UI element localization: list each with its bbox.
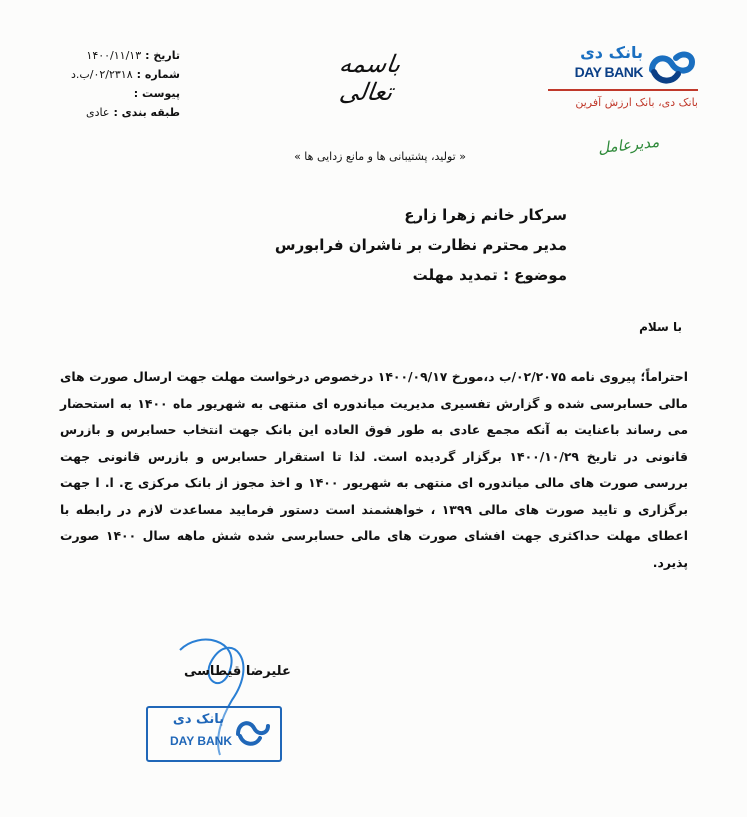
meta-classification-value: عادی bbox=[86, 106, 110, 119]
addressee-block bbox=[275, 200, 567, 290]
meta-classification bbox=[40, 103, 180, 122]
logo-divider bbox=[548, 89, 698, 91]
logo-text bbox=[548, 44, 643, 80]
recipient-position: مدیر محترم نظارت بر ناشران فرابورس bbox=[274, 236, 567, 254]
signatory-name: علیرضا قیطاسی bbox=[184, 664, 291, 679]
meta-number bbox=[40, 65, 180, 84]
meta-date-label: تاریخ : bbox=[145, 49, 180, 62]
stamp-name-fa: بانک دی bbox=[172, 712, 224, 727]
meta-attachment bbox=[40, 84, 180, 103]
invocation-calligraphy: باسمه تعالی bbox=[337, 50, 403, 106]
recipient-name: سرکار خانم زهرا زارع bbox=[404, 206, 567, 224]
logo-name-en: DAY BANK bbox=[574, 64, 643, 80]
letter-body: احتراماً؛ پیروی نامه ۰۲/۲۰۷۵/ب د،مورخ ۱۴۰۰/۰۹/۱۷ درخصوص درخواست مهلت جهت ارسال صورت های مالی حسابرسی شده و گزارش تفسیری مدیریت میاندوره ای منتهی به شهریور ماه ۱۴۰۰ به استحضار می رساند باعنایت به آنکه مجمع عادی به طور فوق العاده این بانک جهت انتخاب حسابرس و بازرس قانونی در تاریخ ۱۴۰۰/۱۰/۲۹ برگزار گردیده است. لذا تا استقرار حسابرس و بازرس قانونی جهت بررسی صورت های مالی میاندوره ای منتهی به شهریور ۱۴۰۰ و اخذ مجوز از بانک مرکزی ج. ا. ا جهت برگزاری و تایید صورت های مالی ۱۳۹۹ ، خواهشمند است دستور فرمایید مساعدت لازم در رابطه با اعطای مهلت حداکثری جهت افشای صورت های مالی حسابرسی شده شش ماهه سال ۱۴۰۰ صورت پذیرد. bbox=[60, 369, 688, 570]
stamp-mark-icon bbox=[234, 714, 272, 750]
ceo-handwritten-mark: مدیرعامل bbox=[597, 132, 661, 158]
bank-stamp bbox=[146, 706, 282, 762]
logo-name-fa: بانک دی bbox=[580, 43, 643, 62]
letter-meta bbox=[40, 46, 180, 122]
meta-number-label: شماره : bbox=[136, 68, 180, 81]
meta-number-value: ۰۲/۲۳۱۸/ب.د bbox=[70, 68, 133, 81]
year-slogan: « تولید، پشتیبانی ها و مانع زدایی ها » bbox=[294, 150, 466, 163]
day-bank-mark-icon bbox=[646, 48, 698, 88]
greeting: با سلام bbox=[639, 320, 682, 334]
letter-subject: موضوع : تمدید مهلت bbox=[412, 266, 567, 284]
stamp-name-en: DAY BANK bbox=[169, 734, 232, 748]
bank-logo bbox=[548, 44, 698, 102]
meta-classification-label: طبقه بندی : bbox=[113, 106, 180, 119]
meta-date-value: ۱۴۰۰/۱۱/۱۳ bbox=[86, 49, 142, 62]
bank-tagline: بانک دی، بانک ارزش آفرین bbox=[575, 96, 698, 109]
meta-attachment-label: پیوست : bbox=[133, 87, 180, 100]
meta-date bbox=[40, 46, 180, 65]
